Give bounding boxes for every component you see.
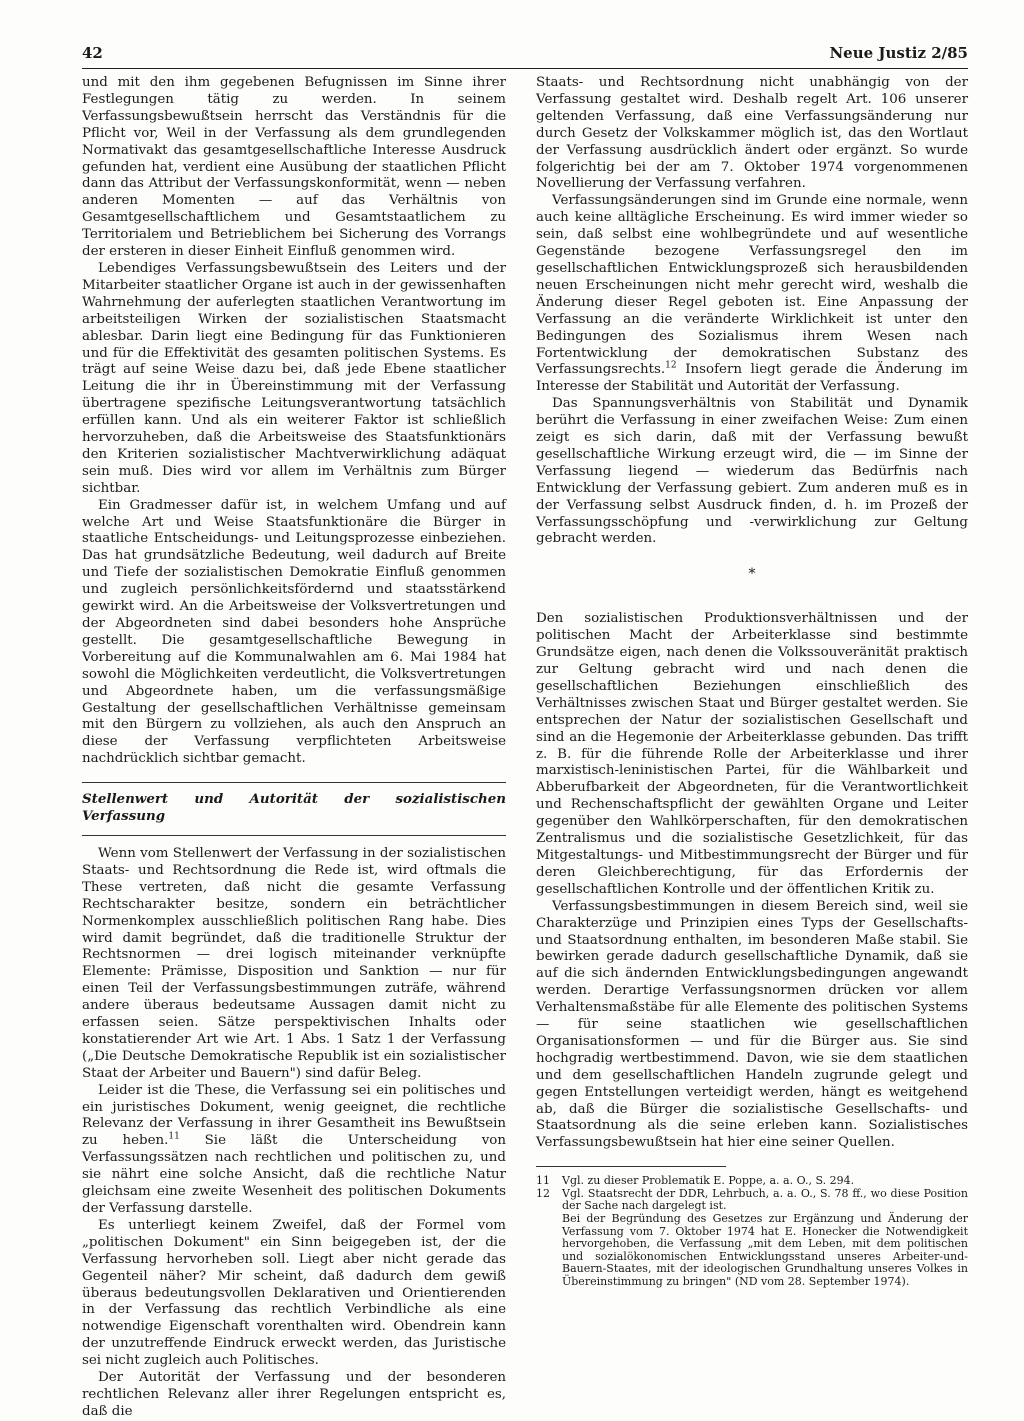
paragraph: Der Autorität der Verfassung und der besonderen rechtlichen Relevanz aller ihrer Regelungen entspricht es, daß die (82, 1370, 506, 1419)
paragraph: Lebendiges Verfassungsbewußtsein des Leiters und der Mitarbeiter staatlicher Organe ist auch in der gewissenhaften Wahrnehmung der auferlegten staatlichen Verantwortung im arbeitsteiligen Wirken der sozialistischen Staatsmacht ablesbar. Darin liegt eine Bedingung für das Funktionieren und für die Effektivität des gesamten politischen Systems. Es trägt auf seine Weise dazu bei, daß jede Ebene staatlicher Leitung die ihr in Übereinstimmung mit der Verfassung übertragene spezifische Leitungsverantwortung tatsächlich erfüllen kann. Und als ein weiterer Faktor ist schließlich hervorzuheben, daß die Arbeitsweise des Staatsfunktionärs den Kriterien sozialistischer Machtverwirklichung adäquat sein muß. Dies wird vor allem im Verhältnis zum Bürger sichtbar. (82, 260, 506, 496)
paragraph-with-footnote (536, 193, 968, 396)
paragraph-text: Leider ist die These, die Verfassung sei ein politisches und ein juristisches Dokument, wenig geeignet, die rechtliche Relevanz der Verfassung in ihrer Gesamtheit ins Bewußtsein zu heben. (82, 1082, 506, 1149)
footnote (536, 1175, 968, 1188)
footnote-number (536, 1213, 562, 1289)
paragraph: Staats- und Rechtsordnung nicht unabhängig von der Verfassung gestaltet wird. Deshalb regelt Art. 106 unserer geltenden Verfassung, daß eine Verfassungsänderung nur durch Gesetz der Volkskammer möglich ist, das den Wortlaut der Verfassung ausdrücklich ändert oder ergänzt. So wurde folgerichtig bei der am 7. Oktober 1974 vorgenommenen Novellierung der Verfassung verfahren. (536, 75, 968, 192)
page-number: 42 (82, 44, 103, 62)
paragraph: Wenn vom Stellenwert der Verfassung in der sozialistischen Staats- und Rechtsordnung die Rede ist, wird oftmals die These vertreten, daß nicht die gesamte Verfassung Rechtscharakter besitze, sondern ein beträchtlicher Normenkomplex ausschließlich politischen Rang habe. Dies wird damit begründet, daß die traditionelle Struktur der Rechtsnormen — drei logisch miteinander verknüpfte Elemente: Prämisse, Disposition und Sanktion — nur für einen Teil der Verfassungsbestimmungen zuträfe, während andere überaus bedeutsame Aussagen damit nicht zu erfassen seien. Sätze perspektivischen Inhalts oder konstatierender Art wie Art. 1 Abs. 1 Satz 1 der Verfassung („Die Deutsche Demokratische Republik ist ein sozialistischer Staat der Arbeiter und Bauern") sind dafür Beleg. (82, 845, 506, 1081)
footnote-text: Vgl. zu dieser Problematik E. Poppe, a. a. O., S. 294. (562, 1174, 855, 1188)
footnote-number: 11 (536, 1174, 550, 1188)
section-divider (82, 835, 506, 836)
paragraph-text: Sie läßt die Unterscheidung von Verfassungssätzen nach rechtlichen und politischen zu, und sie nährt eine solche Ansicht, daß die rechtliche Natur gleichsam eine zweite Wesenheit des politischen Dokuments der Verfassung darstelle. (82, 1133, 506, 1216)
left-column (82, 75, 506, 1421)
footnotes (536, 1175, 968, 1288)
paragraph: Es unterliegt keinem Zweifel, daß der Formel vom „politischen Dokument" ein Sinn beigegeben ist, der die Verfassung hervorheben soll. Liegt aber nicht gerade das Gegenteil näher? Mir scheint, daß dadurch dem gewiß überaus bedeutungsvollen Deklarativen und Orientierenden in der Verfassung das rechtlich Verbindliche als eine notwendige Eigenschaft vorenthalten wird. Obendrein kann der unzutreffende Eindruck erweckt werden, das Juristische sei nicht zugleich auch Politisches. (82, 1217, 506, 1369)
footnote-ref-11: 11 (168, 1131, 180, 1142)
paragraph: Ein Gradmesser dafür ist, in welchem Umfang und auf welche Art und Weise Staatsfunktionäre die Bürger in staatliche Entscheidungs- und Leitungsprozesse einbeziehen. Das hat grundsätzliche Bedeutung, weil dadurch auf Breite und Tiefe der sozialistischen Demokratie Einfluß genommen und zugleich persönlichkeitsfördernd und staatsstärkend gewirkt wird. An die Arbeitsweise der Volksvertretungen und der Abgeordneten sind dabei besonders hohe Ansprüche gestellt. Die gesamtgesellschaftliche Bewegung in Vorbereitung auf die Kommunalwahlen am 6. Mai 1984 hat sowohl die Möglichkeiten verdeutlicht, die Volksvertretungen und Abgeordnete haben, um die verfassungsmäßige Gestaltung der gesellschaftlichen Verhältnisse gemeinsam mit den Bürgern zu vollziehen, als auch den Anspruch an diese der Verfassung verpflichteten Arbeitsweise nachdrücklich sichtbar gemacht. (82, 497, 506, 767)
section-heading: Stellenwert und Autorität der sozialistischen Verfassung (82, 782, 506, 825)
page-header (82, 44, 968, 69)
footnote-ref-12: 12 (665, 360, 677, 371)
paragraph: und mit den ihm gegebenen Befugnissen im Sinne ihrer Festlegungen tätig zu werden. In seinem Verfassungsbewußtsein herrscht das Verständnis für die Pflicht vor, Weil in der Verfassung als dem grundlegenden Normativakt das gesamtgesellschaftliche Interesse Ausdruck gefunden hat, verdient eine Ausübung der staatlichen Pflicht dann das Attribut der Verfassungskonformität, wenn — neben anderen Momenten — auf das Verhältnis von Gesamtgesellschaftlichem und Gesamtstaatlichem zu Territorialem und Betrieblichem bei Sicherung des Vorrangs der ersteren in dieser Einheit Einfluß genommen wird. (82, 75, 506, 260)
footnote-number: 12 (536, 1186, 550, 1200)
paragraph-with-footnote (82, 1083, 506, 1218)
right-column (536, 75, 968, 1289)
paragraph: Den sozialistischen Produktionsverhältnissen und der politischen Macht der Arbeiterklasse sind bestimmte Grundsätze eigen, nach denen die Volkssouveränität praktisch zur Geltung gebracht wird und nach denen die gesellschaftlichen Beziehungen einschließlich des Verhältnisses zwischen Staat und Bürger gestaltet werden. Sie entsprechen der Natur der sozialistischen Gesellschaft und sind an die Hegemonie der Arbeiterklasse gebunden. Das trifft z. B. für die führende Rolle der Arbeiterklasse und ihrer marxistisch-leninistischen Partei, für die Wählbarkeit und Abberufbarkeit der Abgeordneten, für die Verantwortlichkeit und Rechenschaftspflicht der gewählten Organe und Leiter gegenüber den Wahlkörperschaften, für den demokratischen Zentralismus und die sozialistische Gesetzlichkeit, für das Mitgestaltungs- und Mitbestimmungsrecht der Bürger und für deren Gleichberechtigung, für das Erfordernis der gesellschaftlichen Kontrolle und der öffentlichen Kritik zu. (536, 611, 968, 897)
paragraph-text: Insofern liegt gerade die Änderung im Interesse der Stabilität und Autorität der Verfassung. (536, 362, 968, 395)
footnote-text: Vgl. Staatsrecht der DDR, Lehrbuch, a. a. O., S. 78 ff., wo diese Position der Sache nach dargelegt ist. (562, 1186, 968, 1213)
paragraph: Das Spannungsverhältnis von Stabilität und Dynamik berührt die Verfassung in einer zweifachen Weise: Zum einen zeigt es sich darin, daß mit der Verfassung bewußt gesellschaftliche Wirkung erzeugt wird, die — im Sinne der Verfassung liegend — wiederum das Bedürfnis nach Entwicklung der Verfassung gebiert. Zum anderen muß es in der Verfassung selbst Ausdruck finden, d. h. im Prozeß der Verfassungsschöpfung und -verwirklichung zur Geltung gebracht werden. (536, 396, 968, 547)
journal-issue: Neue Justiz 2/85 (829, 44, 968, 62)
paragraph-text: Verfassungsänderungen sind im Grunde eine normale, wenn auch keine alltägliche Erscheinung. Es wird immer wieder so sein, daß selbst eine wohlbegründete und auf wesentliche Gegenstände bezogene Verfassungsregel den im gesellschaftlichen Entwicklungsprozeß sich herausbildenden neuen Erscheinungen nicht mehr gerecht wird, weshalb die Änderung dieser Regel geboten ist. Eine Anpassung der Verfassung an die veränderte Wirklichkeit ist unter den Bedingungen des Sozialismus ihrem Wesen nach Fortentwicklung der demokratischen Substanz des Verfassungsrechts. (536, 193, 968, 378)
section-separator: * (748, 566, 756, 583)
footnote (536, 1213, 968, 1289)
paragraph: Verfassungsbestimmungen in diesem Bereich sind, weil sie Charakterzüge und Prinzipien eines Typs der Gesellschafts- und Staatsordnung enthalten, im besonderen Maße stabil. Sie bewirken gerade dadurch gesellschaftliche Dynamik, daß sie auf die sich ändernden Entwicklungsbedingungen angewandt werden. Derartige Verfassungsnormen drücken vor allem Verhaltensmaßstäbe für alle Elemente des politischen Systems — für seine staatlichen wie gesellschaftlichen Organisationsformen — und für die Bürger aus. Sie sind hochgradig wertbestimmend. Davon, wie sie dem staatlichen und dem gesellschaftlichen Handeln zugrunde gelegt und gegen Entstellungen verteidigt werden, hängt es weitgehend ab, daß die Bürger die sozialistische Gesellschafts- und Staatsordnung als die seine erleben kann. Sozialistisches Verfassungsbewußtsein hat hier eine seiner Quellen. (536, 898, 968, 1151)
footnote-text: Bei der Begründung des Gesetzes zur Ergänzung und Änderung der Verfassung vom 7. Oktober 1974 hat E. Honecker die Notwendigkeit hervorgehoben, die Verfassung „mit dem Leben, mit dem politischen und sozialökonomischen Entwicklungsstand unseres Arbeiter-und-Bauern-Staates, mit der ideologischen Grundhaltung unseres Volkes in Übereinstimmung zu bringen" (ND vom 28. September 1974). (562, 1212, 968, 1289)
footnote (536, 1188, 968, 1213)
